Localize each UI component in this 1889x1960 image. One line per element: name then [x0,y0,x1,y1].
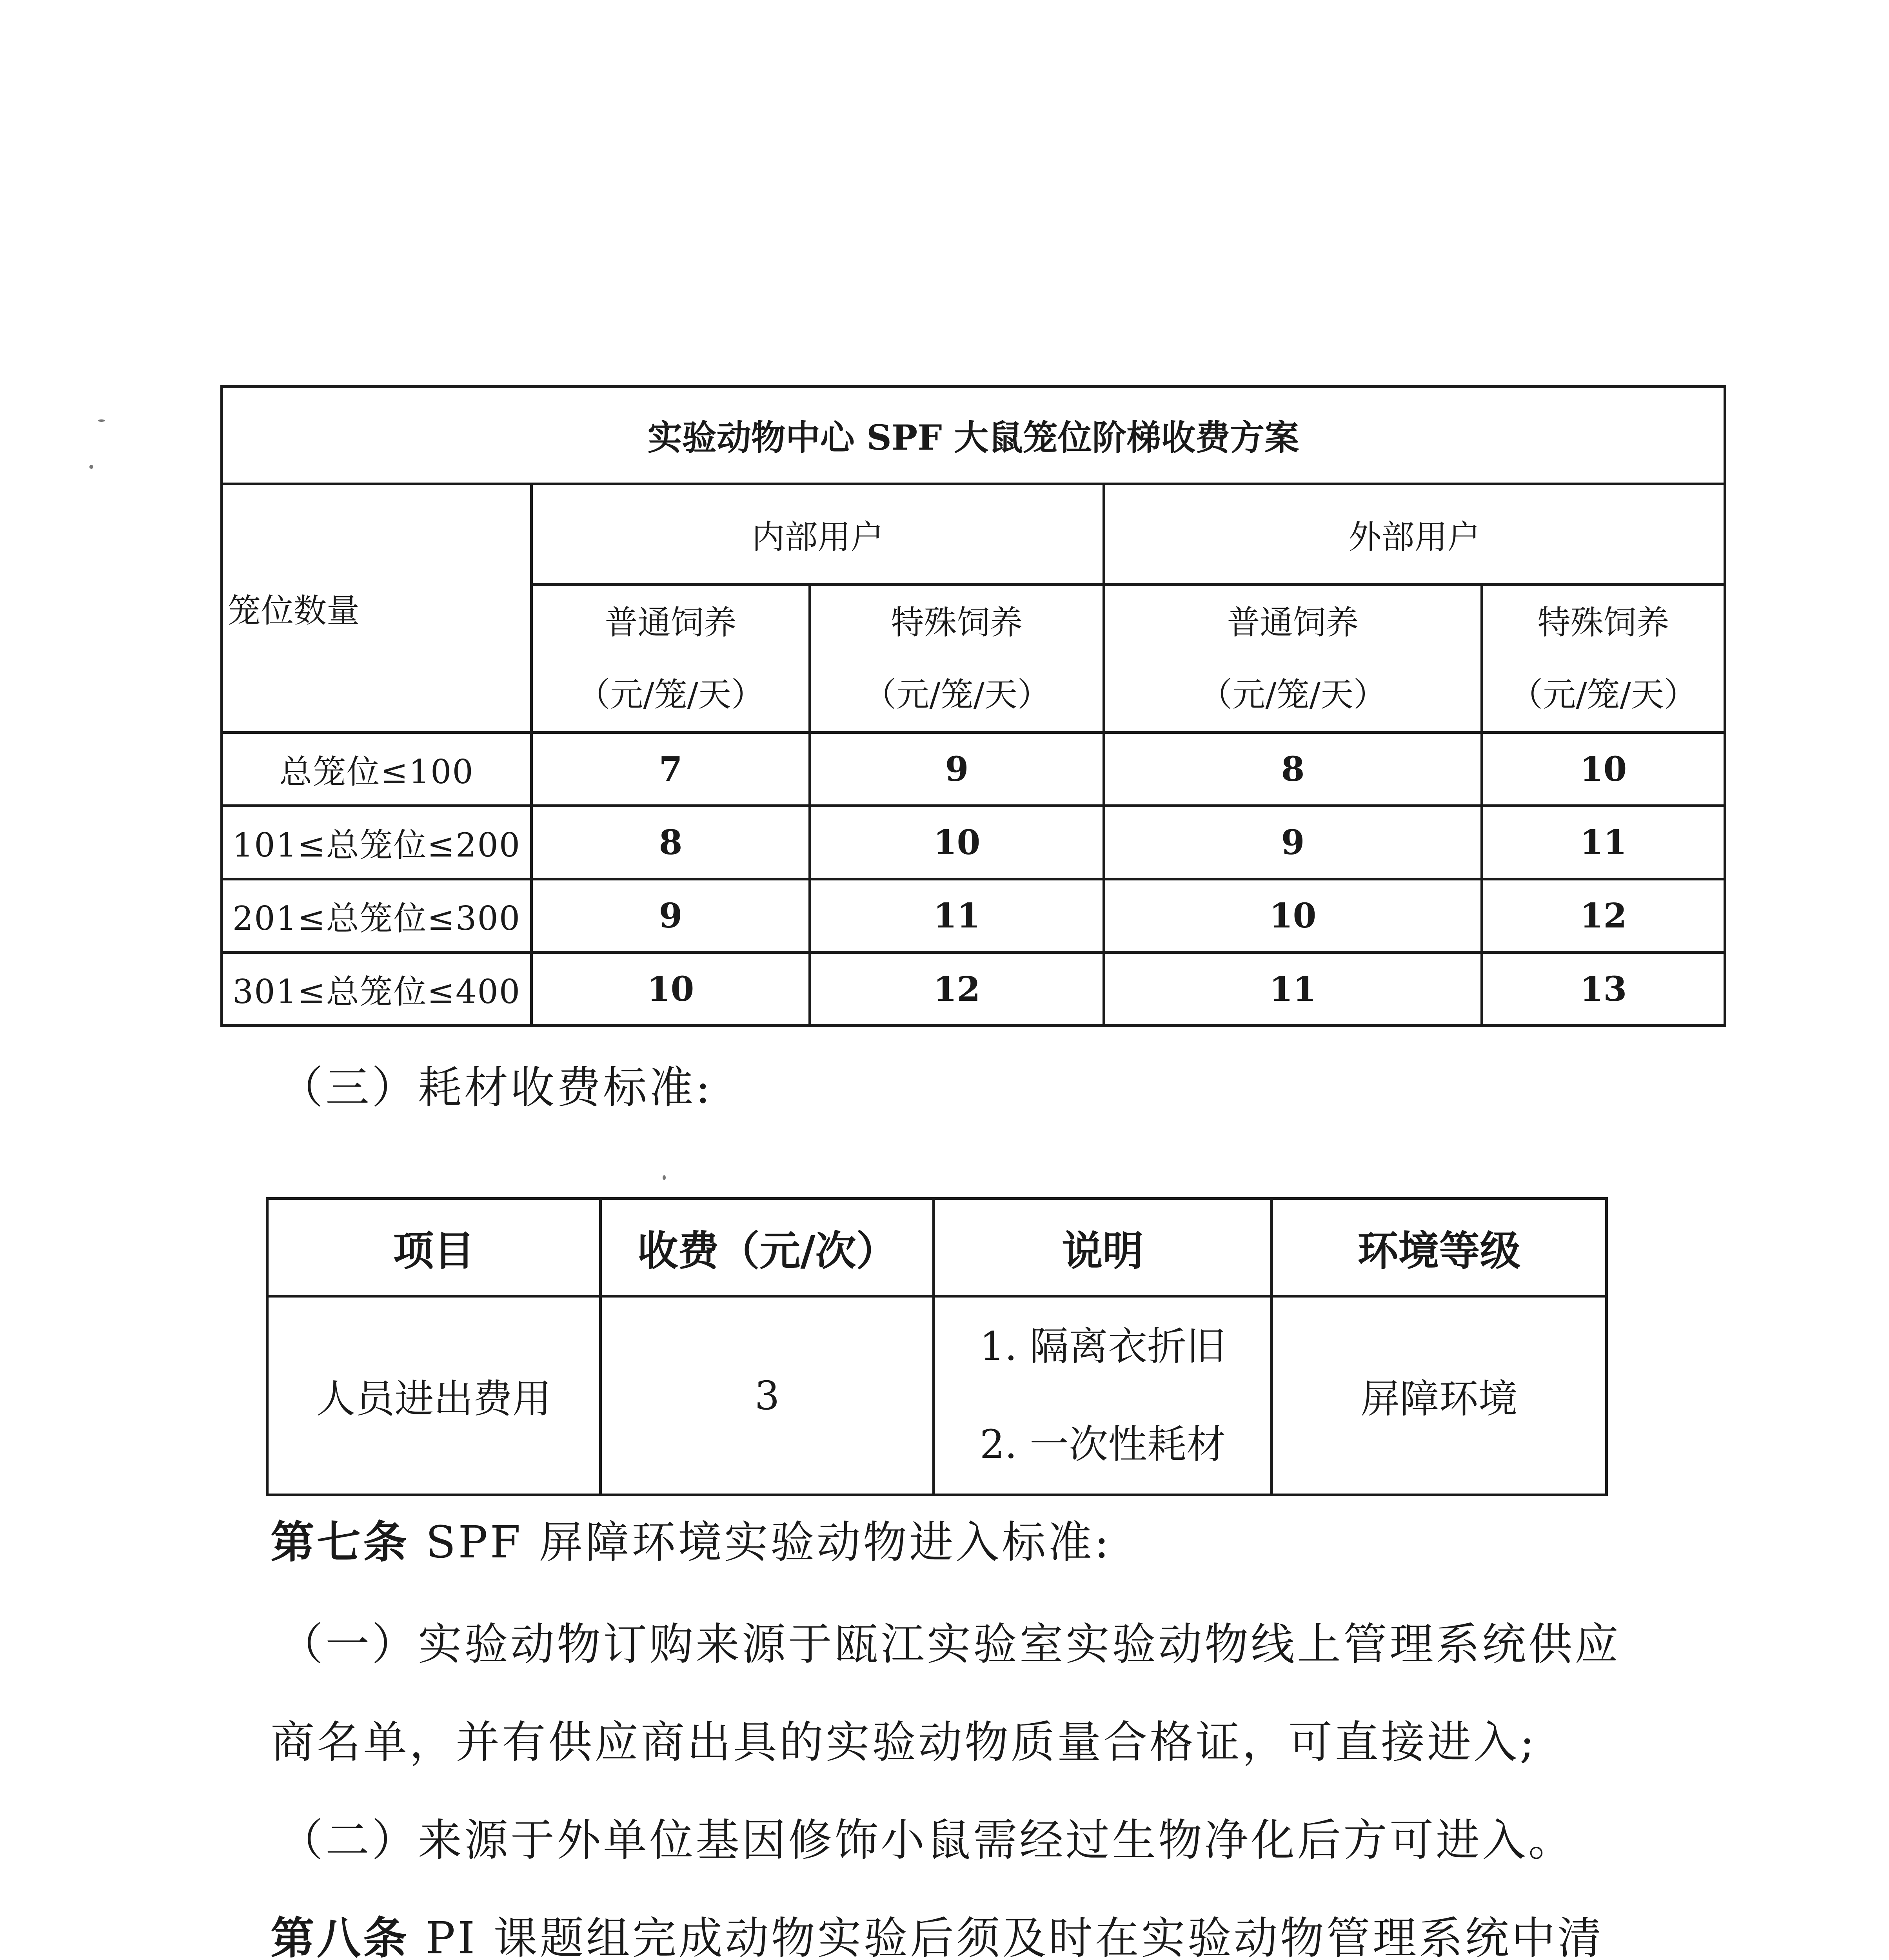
row-label: 201≤总笼位≤300 [222,879,532,953]
article7-item1-line2: 商名单，并有供应商出具的实验动物质量合格证，可直接进入; [271,1717,1537,1768]
table-cell: 10 [532,953,810,1026]
table-cell: 9 [532,879,810,953]
table-row [267,1296,1607,1495]
article8-line1 [271,1909,1604,1960]
table-cell: 12 [810,953,1104,1026]
article8-label: 第八条 [271,1913,409,1960]
table-cell: 8 [1104,733,1482,806]
article7-item2: （二）来源于外单位基因修饰小鼠需经过生物净化后方可进入。 [279,1815,1575,1866]
table-title: 实验动物中心 SPF 大鼠笼位阶梯收费方案 [222,387,1725,484]
table-cell: 10 [1482,733,1725,806]
column-header-env: 环境等级 [1272,1199,1607,1296]
consumables-fee-table [266,1197,1608,1496]
group-internal-users: 内部用户 [532,484,1104,585]
table-cell: 11 [1104,953,1482,1026]
section3-heading: （三）耗材收费标准: [279,1062,713,1113]
article7-heading [271,1513,1112,1572]
article7-label: 第七条 [271,1517,409,1568]
subcolumn-header: 特殊饲养 （元/笼/天） [1482,585,1725,733]
row-label: 总笼位≤100 [222,733,532,806]
table-cell: 10 [1104,879,1482,953]
table-cell: 11 [1482,806,1725,879]
column-header-fee: 收费（元/次） [601,1199,934,1296]
table-row [222,879,1725,953]
column-header-item: 项目 [267,1199,601,1296]
table-cell: 13 [1482,953,1725,1026]
article7-text: SPF 屏障环境实验动物进入标准: [409,1517,1112,1568]
subcolumn-header: 普通饲养 （元/笼/天） [532,585,810,733]
table-cell: 12 [1482,879,1725,953]
article8-text: PI 课题组完成动物实验后须及时在实验动物管理系统中清 [409,1913,1604,1960]
row-label: 101≤总笼位≤200 [222,806,532,879]
scan-speck [663,1175,666,1180]
subcolumn-header: 普通饲养 （元/笼/天） [1104,585,1482,733]
table-cell: 10 [810,806,1104,879]
group-external-users: 外部用户 [1104,484,1725,585]
table-cell-desc: 1. 隔离衣折旧 2. 一次性耗材 [934,1296,1272,1495]
article7-item1-line1: （一）实验动物订购来源于瓯江实验室实验动物线上管理系统供应 [279,1619,1621,1670]
table-cell: 9 [810,733,1104,806]
scan-speck [89,465,93,469]
row-label: 301≤总笼位≤400 [222,953,532,1026]
table-row [222,953,1725,1026]
table-cell-env: 屏障环境 [1272,1296,1607,1495]
table-cell-item: 人员进出费用 [267,1296,601,1495]
column-header-desc: 说明 [934,1199,1272,1296]
table-cell: 9 [1104,806,1482,879]
table-row [222,806,1725,879]
row-header-cage-count: 笼位数量 [222,484,532,733]
table-cell: 8 [532,806,810,879]
table-row [222,733,1725,806]
cage-fee-table [220,385,1726,1027]
table-cell-fee: 3 [601,1296,934,1495]
scan-speck [98,419,105,422]
table-cell: 11 [810,879,1104,953]
table-cell: 7 [532,733,810,806]
subcolumn-header: 特殊饲养 （元/笼/天） [810,585,1104,733]
